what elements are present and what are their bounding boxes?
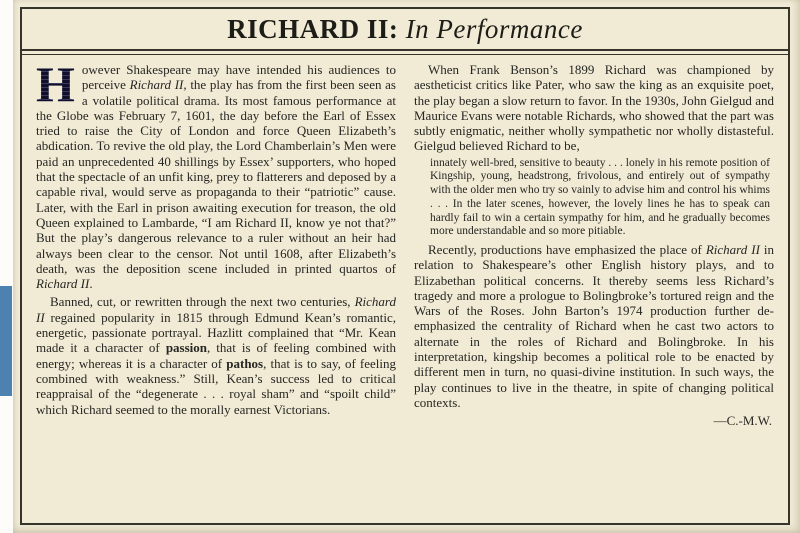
text-run: , the play has from the first been seen as a volatile political drama. Its most famous performance at the Globe was February 7, 1601, the day before the Earl of Essex tried to raise the City of London and force Queen Elizabeth’s abdication. To revive the old play, the Lord Chamberlain’s Men were paid an unprecedented 40 shillings by Essex’ supporters, who hoped that the spectacle of an unfit king, prey to flatterers and deposed by a capable rival, would serve as propaganda to their “patriotic” cause. Later, with the Earl in prison awaiting execution for treason, the old Queen explained to Lambarde, “I am Richard II, know ye not that?” But the play’s dangerous relevance to a ruler without an heir had always been clear to the censor. Not until 1608, after Elizabeth’s death, was the deposition scene included in printed quartos of: [36, 77, 396, 276]
text-run-italic: Richard II: [129, 77, 184, 93]
text-run: owever Shakespeare may have intended his audiences to perceive: [81, 62, 396, 93]
page-title: [22, 9, 788, 49]
text-run-bold: pathos: [226, 355, 264, 371]
title-subtitle: In Performance: [405, 14, 583, 44]
author-initials: —C.-M.W.: [713, 413, 772, 429]
paragraph-recent-productions: [414, 242, 774, 410]
text-run-italic: Richard II: [36, 294, 396, 325]
text-run: in relation to Shakespeare’s other English history plays, and to Elizabethan political concerns. It thereby seems less Richard’s tragedy and more a prologue to Bolingbroke’s tortured reign and the Wars of the Roses. John Barton’s 1974 production further de-emphasized the centrality of Richard when he cast two actors to alternate in the roles of Richard and Bolingbroke. In his interpretation, kingship becomes a political role to be enacted by different men in turn, no quasi-divine institution. In such ways, the play continues to live in the theatre, in spite of changing political contexts.: [414, 242, 774, 410]
text-run: , that is to say, of feeling combined with weakness.” Still, Kean’s success led to critical reappraisal of the “degenerate . . . royal sham” and “spoilt child” which Richard seemed to the morally earnest Victorians.: [36, 355, 397, 417]
text-run: .: [89, 276, 93, 292]
article-box: [20, 7, 790, 525]
column-left: [36, 56, 397, 429]
text-run: , that is of feeling combined with energy; whereas it is a character of: [36, 340, 396, 371]
text-run: regained popularity in 1815 through Edmund Kean’s romantic, energetic, passionate portrayal. Hazlitt complained that “Mr. Kean made it a character of: [36, 309, 396, 356]
two-column-text: [22, 55, 788, 429]
title-main: RICHARD II:: [227, 14, 399, 44]
text-run: Recently, productions have emphasized the place of: [428, 242, 706, 257]
text-run-bold: passion: [165, 340, 208, 356]
text-run-italic: Richard II: [705, 242, 760, 257]
paragraph-benson-gielgud: When Frank Benson’s 1899 Richard was championed by aestheticist critics like Pater, who saw the king as an exquisite poet, the play began a slow return to favor. In the 1930s, John Gielgud and Maurice Evans were notable Richards, who showed that the part was subtly enigmatic, neither wholly sympathetic nor wholly distasteful. Gielgud believed Richard to be,: [414, 62, 774, 154]
scan-page-edge: [0, 0, 13, 533]
paragraph-kean: [36, 294, 396, 416]
dropcap-h: H: [36, 56, 75, 112]
text-run-italic: Richard II: [36, 276, 90, 292]
text-run: Banned, cut, or rewritten through the next two centuries,: [50, 294, 355, 310]
paragraph-history: [36, 56, 396, 292]
column-right: [414, 62, 774, 429]
gielgud-blockquote: innately well-bred, sensitive to beauty . . . lonely in his remote position of Kingship, young, headstrong, frivolous, and entirely out of sympathy with the older men who try so vainly to advise him and control his whims . . . In the later scenes, however, the lovely lines he has to speak can hardly fail to win a certain sympathy for him, and he gradually becomes more understandable and so more pitiable.: [430, 156, 770, 238]
blue-tab-marker: [0, 286, 12, 396]
